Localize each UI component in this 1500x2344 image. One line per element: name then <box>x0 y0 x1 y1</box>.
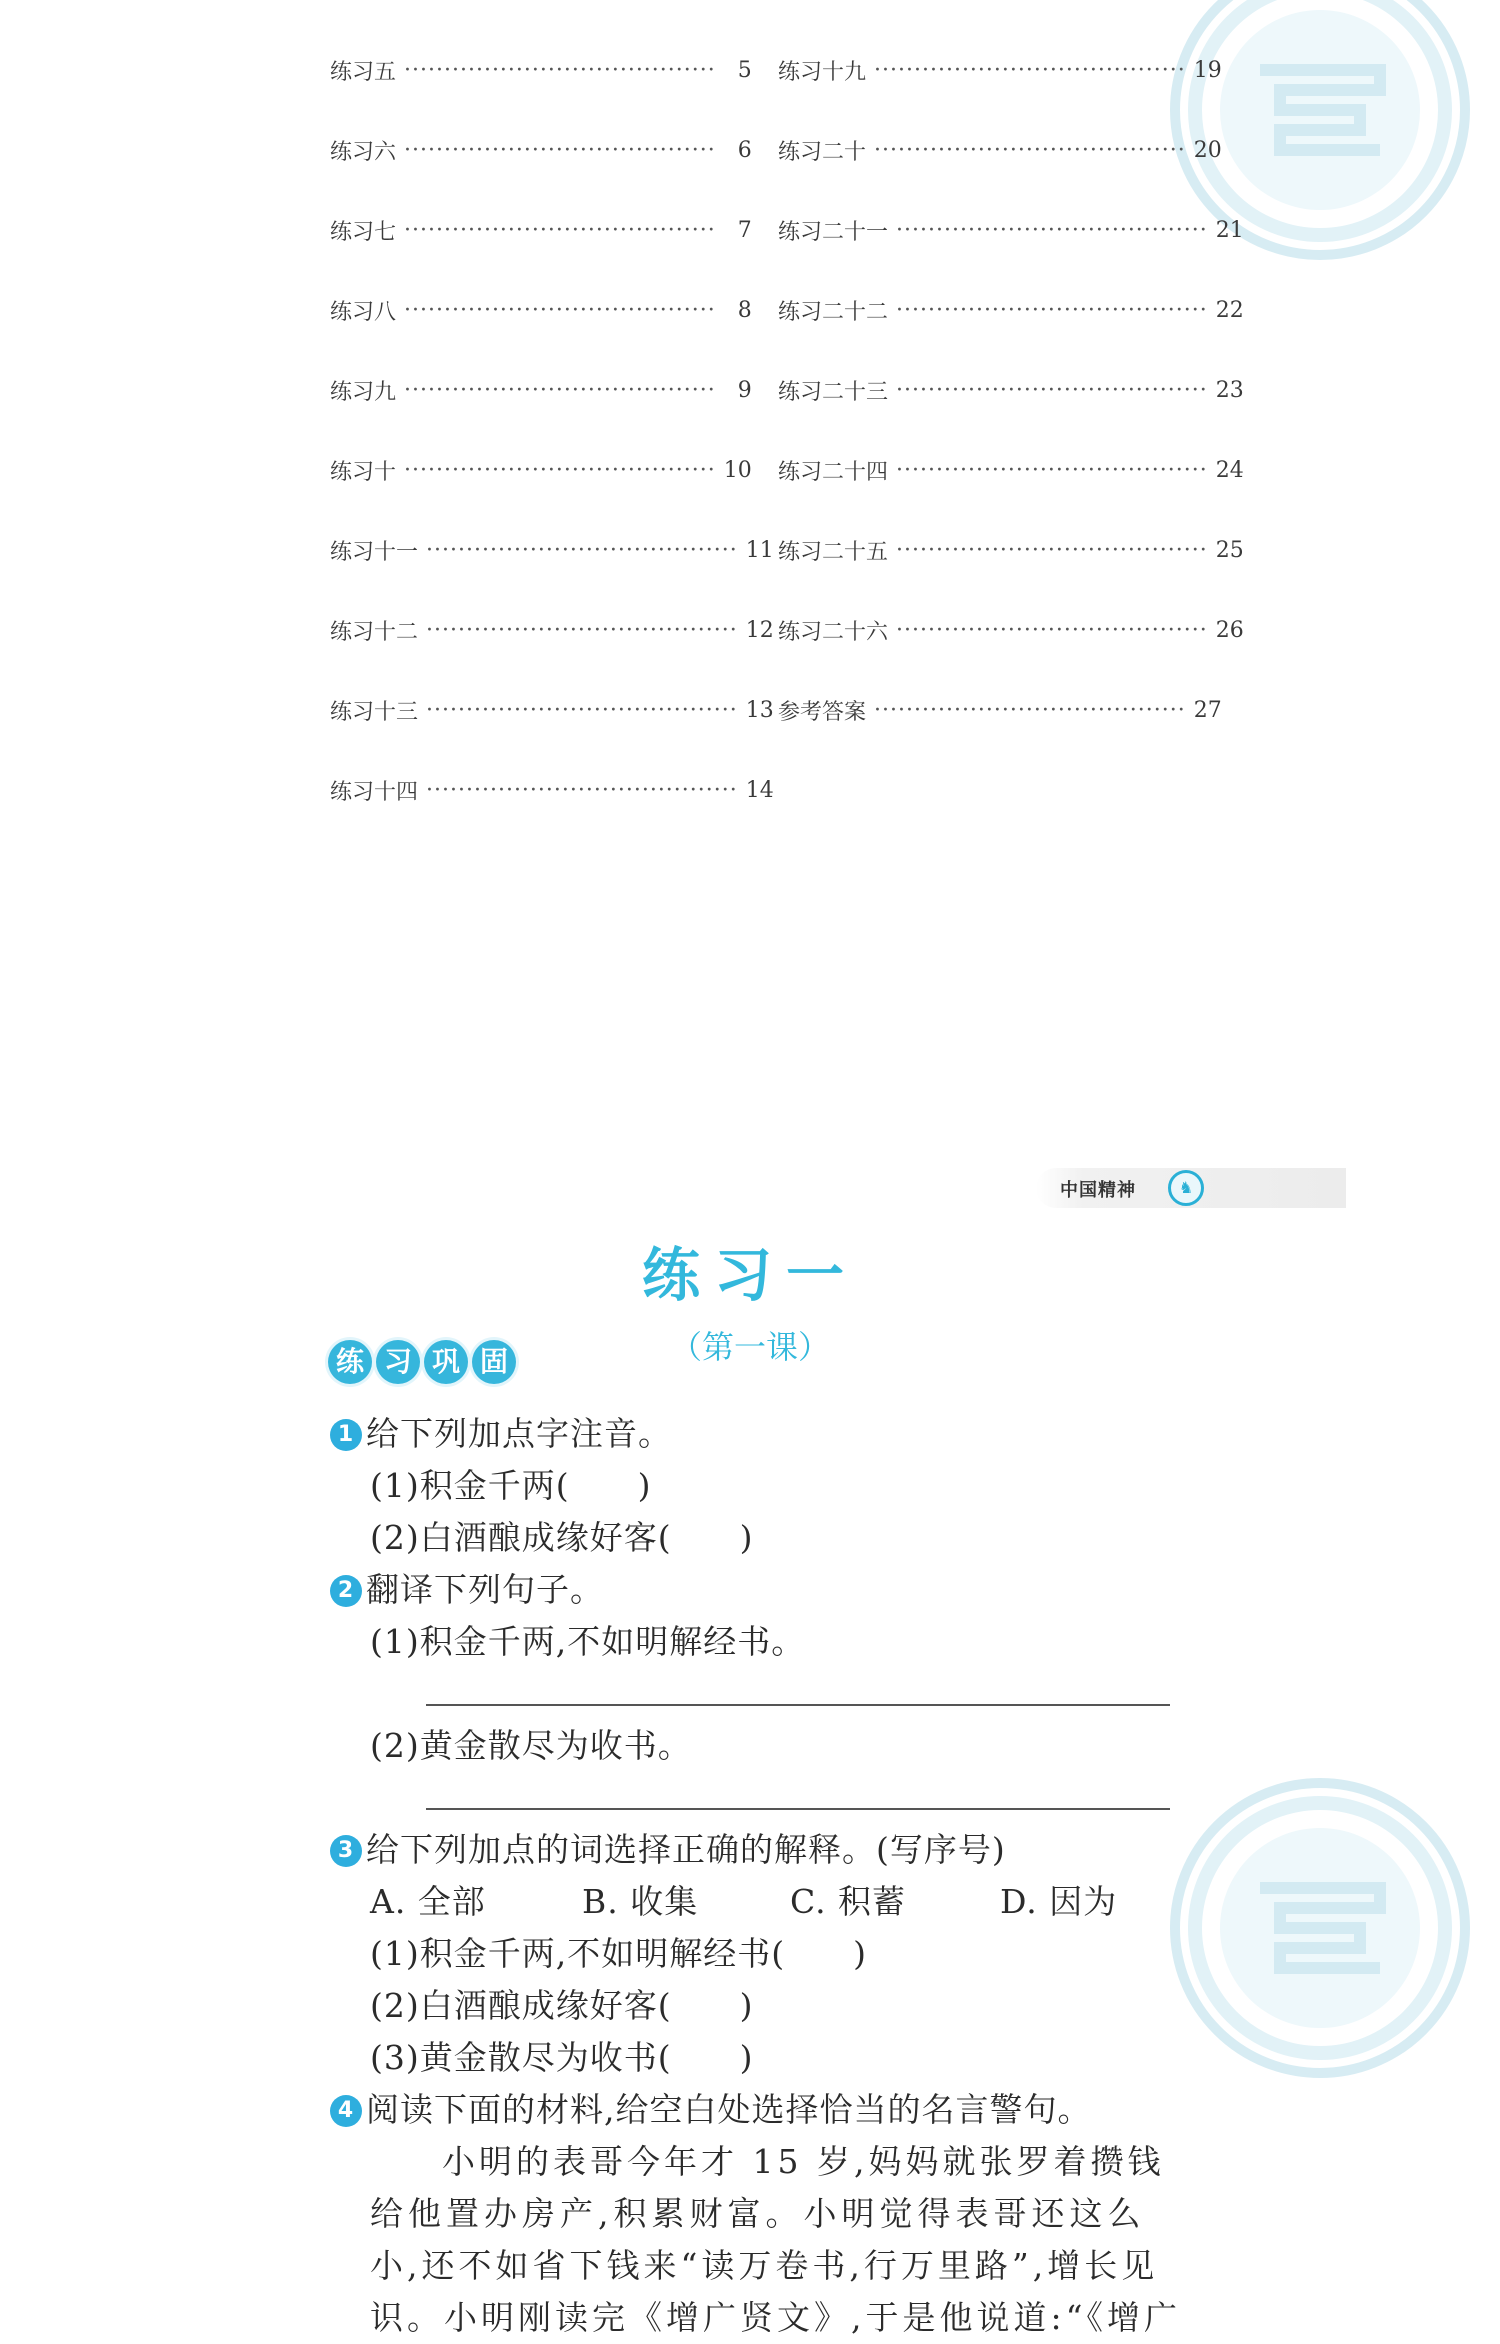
toc-entry[interactable]: 练习十一 ······································· 11 <box>330 537 774 565</box>
toc-entry[interactable]: 练习二十二 ······································· 22 <box>778 297 1244 325</box>
question-number: 4 <box>330 2095 362 2127</box>
lesson-subtitle: （第一课） <box>669 1328 830 1366</box>
question-text: 给下列加点字注音。 <box>366 1414 672 1453</box>
toc-entry[interactable]: 练习二十六 ······································· 26 <box>778 617 1244 645</box>
toc-entry[interactable]: 练习二十 ······································· 20 <box>778 137 1222 165</box>
option: C. 积蓄 <box>790 1882 907 1921</box>
question-item: (1)积金千两,不如明解经书。 <box>370 1622 806 1661</box>
option: D. 因为 <box>1000 1882 1118 1921</box>
question-item: (2)黄金散尽为收书。 <box>370 1726 692 1765</box>
lesson-title: 练习一 <box>641 1241 858 1309</box>
toc-left-column <box>330 30 774 830</box>
question-item[interactable]: (2)白酒酿成缘好客( ) <box>370 1986 754 2025</box>
question-text: 给下列加点的词选择正确的解释。(写序号) <box>366 1830 1006 1869</box>
toc-entry[interactable]: 练习七 ······································· 7 <box>330 217 752 245</box>
watermark-seal-bottom <box>1170 1778 1470 2078</box>
section-char: 习 <box>376 1340 420 1384</box>
passage-line: 识。小明刚读完《增广贤文》,于是他说道:“《增广 <box>370 2298 1181 2337</box>
toc-entry[interactable]: 练习五 ······································· 5 <box>330 57 752 85</box>
question-2 <box>330 1564 1170 1616</box>
toc-entry[interactable]: 参考答案 ······································· 27 <box>778 697 1222 725</box>
option: A. 全部 <box>370 1882 486 1921</box>
horse-emblem-icon: ♞ <box>1168 1170 1204 1206</box>
toc-entry[interactable]: 练习十四 ······································· 14 <box>330 777 774 805</box>
section-char: 巩 <box>424 1340 468 1384</box>
badge-label: 中国精神 <box>1060 1180 1136 1201</box>
toc-entry[interactable]: 练习二十三 ······································· 23 <box>778 377 1244 405</box>
passage-line: 给他置办房产,积累财富。小明觉得表哥还这么 <box>370 2194 1146 2233</box>
question-text: 翻译下列句子。 <box>366 1570 604 1609</box>
question-item[interactable]: (1)积金千两,不如明解经书( ) <box>370 1934 867 1973</box>
answer-line[interactable] <box>330 1668 1170 1720</box>
toc-entry[interactable]: 练习十 ······································· 10 <box>330 457 752 485</box>
toc-entry[interactable]: 练习二十五 ······································· 25 <box>778 537 1244 565</box>
question-3 <box>330 1824 1170 1876</box>
passage-line: 小明的表哥今年才 15 岁,妈妈就张罗着攒钱 <box>442 2142 1165 2181</box>
answer-line[interactable] <box>330 1772 1170 1824</box>
question-4 <box>330 2084 1170 2136</box>
toc-entry[interactable]: 练习六 ······································· 6 <box>330 137 752 165</box>
toc-entry[interactable]: 练习十二 ······································· 12 <box>330 617 774 645</box>
question-item[interactable]: (1)积金千两( ) <box>370 1466 652 1505</box>
section-char: 练 <box>328 1340 372 1384</box>
toc-entry[interactable]: 练习九 ······································· 9 <box>330 377 752 405</box>
toc-entry[interactable]: 练习十九 ······································· 19 <box>778 57 1222 85</box>
toc-entry[interactable]: 练习二十一 ······································· 21 <box>778 217 1244 245</box>
option: B. 收集 <box>582 1882 699 1921</box>
question-item[interactable]: (3)黄金散尽为收书( ) <box>370 2038 754 2077</box>
exercise-content <box>330 1408 1181 2344</box>
header-badge <box>1036 1168 1346 1208</box>
toc-entry[interactable]: 练习二十四 ······································· 24 <box>778 457 1244 485</box>
question-number: 3 <box>330 1835 362 1867</box>
toc-entry[interactable]: 练习十三 ······································· 13 <box>330 697 774 725</box>
question-1 <box>330 1408 1170 1460</box>
question-number: 2 <box>330 1575 362 1607</box>
passage-line: 小,还不如省下钱来“读万卷书,行万里路”,增长见 <box>370 2246 1159 2285</box>
section-char: 固 <box>472 1340 516 1384</box>
toc-right-column <box>778 30 1244 750</box>
question-item[interactable]: (2)白酒酿成缘好客( ) <box>370 1518 754 1557</box>
toc-entry[interactable]: 练习八 ······································· 8 <box>330 297 752 325</box>
options-row <box>330 1876 1170 1928</box>
question-text: 阅读下面的材料,给空白处选择恰当的名言警句。 <box>366 2090 1092 2129</box>
question-number: 1 <box>330 1419 362 1451</box>
